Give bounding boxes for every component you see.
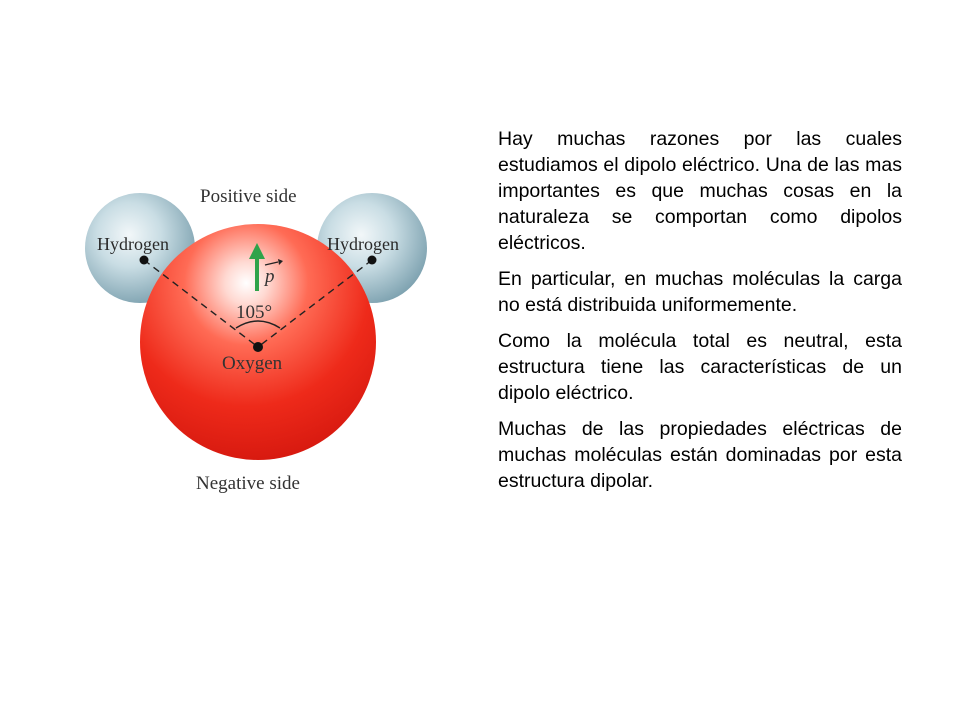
water-molecule-diagram — [80, 170, 440, 510]
left-hydrogen-label: Hydrogen — [97, 234, 169, 254]
right-hydrogen-label: Hydrogen — [327, 234, 399, 254]
paragraph-4: Muchas de las propiedades eléctricas de muchas moléculas están dominadas por esta estructura dipolar. — [498, 418, 902, 492]
molecule-svg — [80, 170, 440, 510]
angle-label: 105° — [236, 302, 273, 323]
paragraph-3: Como la molécula total es neutral, esta estructura tiene las características de un dipolo eléctrico. — [498, 330, 902, 404]
explanation-text — [498, 126, 902, 504]
oxygen-nucleus — [253, 342, 263, 352]
vector-label: p — [265, 266, 275, 287]
paragraph-2: En particular, en muchas moléculas la carga no está distribuida uniformemente. — [498, 268, 902, 316]
positive-side-label: Positive side — [200, 186, 297, 207]
negative-side-label: Negative side — [196, 473, 300, 494]
left-hydrogen-nucleus — [140, 256, 149, 265]
paragraph-1: Hay muchas razones por las cuales estudiamos el dipolo eléctrico. Una de las mas importantes es que muchas cosas en la naturaleza se comportan como dipolos eléctricos. — [498, 128, 902, 254]
oxygen-label: Oxygen — [222, 353, 283, 374]
right-hydrogen-nucleus — [368, 256, 377, 265]
